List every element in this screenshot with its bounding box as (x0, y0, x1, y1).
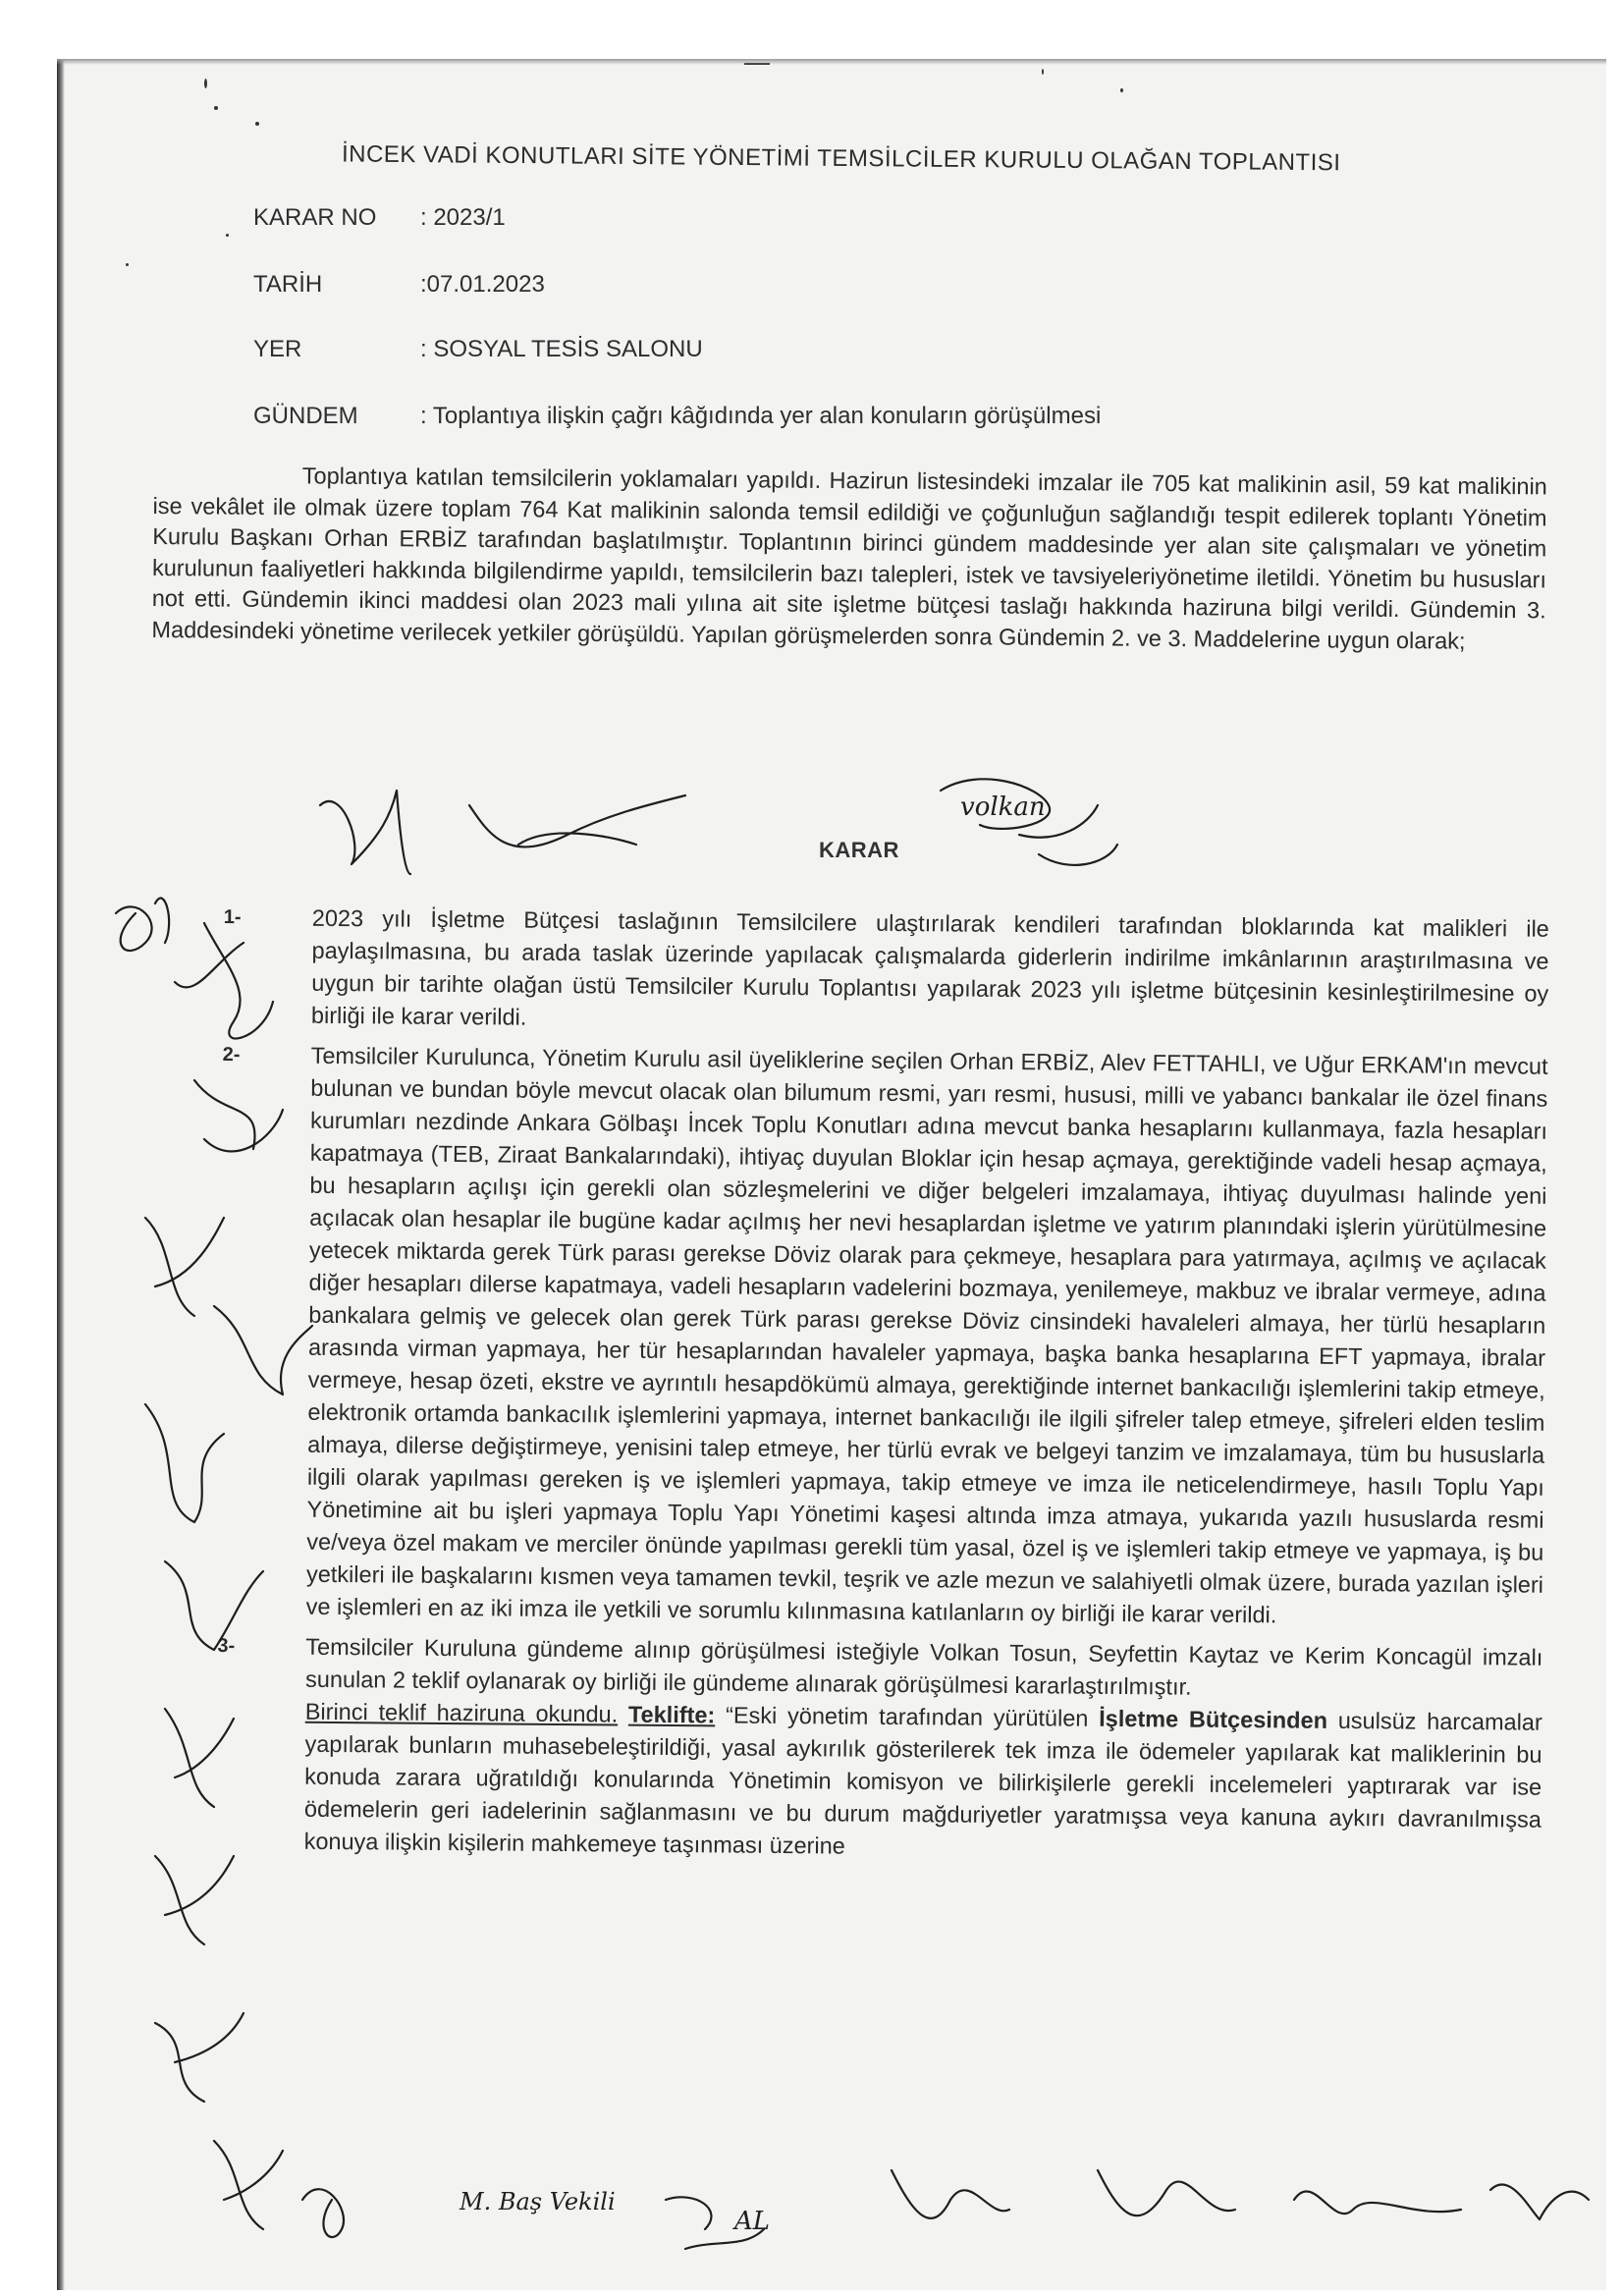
decision-list (216, 902, 1549, 1869)
decision-text-d: “Eski yönetim tarafından yürütülen (726, 1702, 1089, 1731)
scan-speck (255, 122, 259, 126)
decision-item-2 (218, 1039, 1548, 1634)
yer-value: : SOSYAL TESİS SALONU (420, 336, 703, 362)
meta-gundem (253, 403, 1432, 430)
signature-bottom-1 (302, 2189, 344, 2237)
gundem-value: : Toplantıya ilişkin çağrı kâğıdında yer alan konuların görüşülmesi (420, 403, 1102, 429)
decision-text-e: İşletme Bütçesinden (1099, 1705, 1328, 1733)
scan-speck (226, 234, 229, 237)
decision-text-c: Teklifte: (627, 1701, 716, 1728)
karar-no-value: : 2023/1 (420, 204, 506, 231)
intro-paragraph: Toplantıya katılan temsilcilerin yoklamaları yapıldı. Hazirun listesindeki imzalar ile 705 kat malikinin asil, 59 kat malikinin ise vekâlet ile olmak üzere toplam 764 Kat malikinin salonda temsil edildiği ve çoğunluğun sağlandığı tespit edilerek toplantı Yönetim Kurulu Başkanı Orhan ERBİZ tarafından başlatılmıştır. Toplantının birinci gündem maddesinde yer alan site çalışmaları ve yönetim kurulunun faaliyetleri hakkında bilgilendirme yapıldı, temsilcilerin bazı talepleri, istek ve tavsiyeleriyönetime iletildi. Yönetim bu hususları not etti. Gündemin ikinci maddesi olan 2023 mali yılına ait site işletme bütçesi taslağı hakkında haziruna bilgi verildi. Gündemin 3. Maddesindeki yönetime verilecek yetkiler görüşüldü. Yapılan görüşmelerden sonra Gündemin 2. ve 3. Maddelerine uygun olarak; (151, 463, 1547, 654)
signature-margin-10 (155, 2013, 243, 2102)
decision-text: 2023 yılı İşletme Bütçesi taslağının Temsilcilere ulaştırılarak kendileri tarafından bloklarında kat malikleri ile paylaşılmasına, bu arada taslak üzerinde yapılacak çalışmalarda giderlerin indirilme imkânlarının araştırılmasına ve uygun bir tarihte olağan üstü Temsilciler Kurulu Toplantısı yapılarak 2023 yılı işletme bütçesinin kesinleştirilmesine oy birliği ile karar verildi. (310, 904, 1549, 1030)
tarih-value: :07.01.2023 (420, 271, 545, 298)
meta-tarih (253, 271, 1432, 299)
decision-text-b: Birinci teklif haziruna okundu. (304, 1698, 619, 1727)
signature-1 (320, 791, 410, 874)
handwritten-note-karar: volkan (960, 793, 1046, 822)
decision-item-3 (216, 1630, 1543, 1869)
signature-margin-1 (116, 899, 169, 952)
scan-speck (1042, 69, 1044, 75)
decision-number: 1- (223, 905, 242, 929)
signature-karar-note (941, 779, 1117, 865)
karar-heading: KARAR (819, 838, 899, 862)
gundem-label: GÜNDEM (253, 403, 358, 429)
document-sheet (57, 59, 1606, 2290)
tarih-label: TARİH (253, 271, 323, 298)
scan-speck (744, 63, 770, 65)
signature-margin-11 (214, 2141, 283, 2229)
signature-margin-9 (155, 1856, 234, 1944)
meta-karar-no (253, 204, 1432, 232)
signature-bottom-3 (892, 2170, 1009, 2218)
signature-2 (469, 795, 685, 847)
scan-speck (204, 79, 207, 88)
document-title: İNCEK VADİ KONUTLARI SİTE YÖNETİMİ TEMSİLCİLER KURULU OLAĞAN TOPLANTISI (341, 140, 1341, 177)
scan-speck (1120, 88, 1123, 92)
decision-text: Temsilciler Kurulunca, Yönetim Kurulu asil üyeliklerine seçilen Orhan ERBİZ, Alev FETTAHLI, ve Uğur ERKAM'ın mevcut bulunan ve bundan böyle mevcut olacak olan bilumum resmi, yarı resmi, hususi, milli ve yabancı bankalar ile özel finans kurumları nezdinde Ankara Gölbaşı İncek Toplu Konutları adına mevcut banka hesaplarını kullanmaya, fazla hesapları kapatmaya (TEB, Ziraat Bankalarındaki), ihtiyaç duyulan Bloklar için hesap açmaya, gerektiğinde vadeli hesap açmaya, bu hesapların açılışı için gerekli olan sözleşmelerini ve diğer belgeleri imzalamaya, ihtiyaç duyulması halinde yeni açılacak olan hesaplar ile bugüne kadar açılmış her nevi hesaplardan işletme ve yatırım planındaki işlerin yürütülmesine yetecek miktarda gerek Türk parası gerekse Döviz olarak para çekmeye, hesaplara para yatırmaya, açılmış ve açılacak diğer hesapları dilerse kapatmaya, vadeli hesapların vadelerini bozmaya, yenilemeye, makbuz ve ibralar vermeye, adına bankalara gelmiş ve gelecek olan gerek Türk parası gerekse Döviz cinsindeki havaleleri almaya, her türlü hesapların arasında virman yapmaya, her tür hesaplarından havaleler yapmaya, başka banka hesaplarına EFT yapmaya, ibralar vermeye, hesap özeti, ekstre ve ayrıntılı hesapdökümü almaya, gerektiğinde internet bankacılığı işlemlerini takip etmeye, elektronik ortamda bankacılık işlemlerini yapmaya, internet bankacılığı ile ilgili şifreler talep etmeye, şifreleri elden teslim almaya, dilerse değiştirmeye, yenisini talep etmeye, her türlü evrak ve belgeyi tanzim ve imzalamaya, tüm bu hususlarla ilgili olarak yapılması gereken iş ve işlemleri yapmaya, takip etmeye ve imza ile neticelendirmeye, hasılı Toplu Yapı Yönetimine ait bu işleri yapmaya Toplu Yapı Yönetimi kaşesi altında imza atmaya, yukarıda yazılı hususlarda resmi ve/veya özel makam ve merciler önünde yapılması gerekli tüm yasal, özel iş ve işlemleri takip etmeye ve yapmaya, iş bu yetkileri ile başkalarını kısmen veya tamamen tevkil, teşrik ve azle mezun ve salahiyetli olmak üzere, burada yazılan işleri ve işlemleri en az iki imza ile yetkili ve sorumlu kılınmasına katılanların oy birliği ile karar verildi. (305, 1042, 1548, 1628)
signature-bottom-4 (1098, 2170, 1235, 2215)
yer-label: YER (253, 336, 302, 362)
decision-number: 2- (222, 1043, 241, 1066)
karar-no-label: KARAR NO (253, 204, 377, 231)
signature-bottom-5 (1294, 2191, 1461, 2214)
signature-margin-6 (145, 1404, 224, 1522)
scan-speck (126, 263, 129, 266)
meta-yer (253, 336, 1432, 363)
signature-margin-4 (145, 1218, 224, 1316)
scan-speck (214, 106, 218, 110)
signature-bottom-6 (1490, 2184, 1589, 2219)
decision-text-f: usulsüz harcamalar yapılarak bunların muhasebeleştirildiği, yasal aykırılık gösterilerek tek imza ile ödemeler yapılarak kat maliklerinin bu konuda zarara uğratıldığı konularında Yönetimin komisyon ve bilirkişilerle gerekli incelemeleri yaptırarak var ise ödemelerin geri iadelerinin sağlanmasını ve bu durum mağduriyetler yaratmışsa veya kanuna aykırı davranılmışsa konuya ilişkin kişilerin mahkemeye taşınması üzerine (303, 1707, 1542, 1859)
decision-number: 3- (217, 1634, 236, 1658)
decision-text-a: Temsilciler Kuruluna gündeme alınıp görüşülmesi isteğiyle Volkan Tosun, Seyfettin Kaytaz ve Kerim Koncagül imzalı sunulan 2 teklif oylanarak oy birliği ile gündeme alınarak görüşülmesi kararlaştırılmıştır. (304, 1633, 1543, 1700)
decision-item-1 (223, 902, 1549, 1043)
signature-bottom-2 (666, 2197, 764, 2249)
handwritten-note-bottom-2: AL (734, 2207, 771, 2236)
handwritten-note-bottom-1: M. Baş Vekili (460, 2188, 616, 2215)
